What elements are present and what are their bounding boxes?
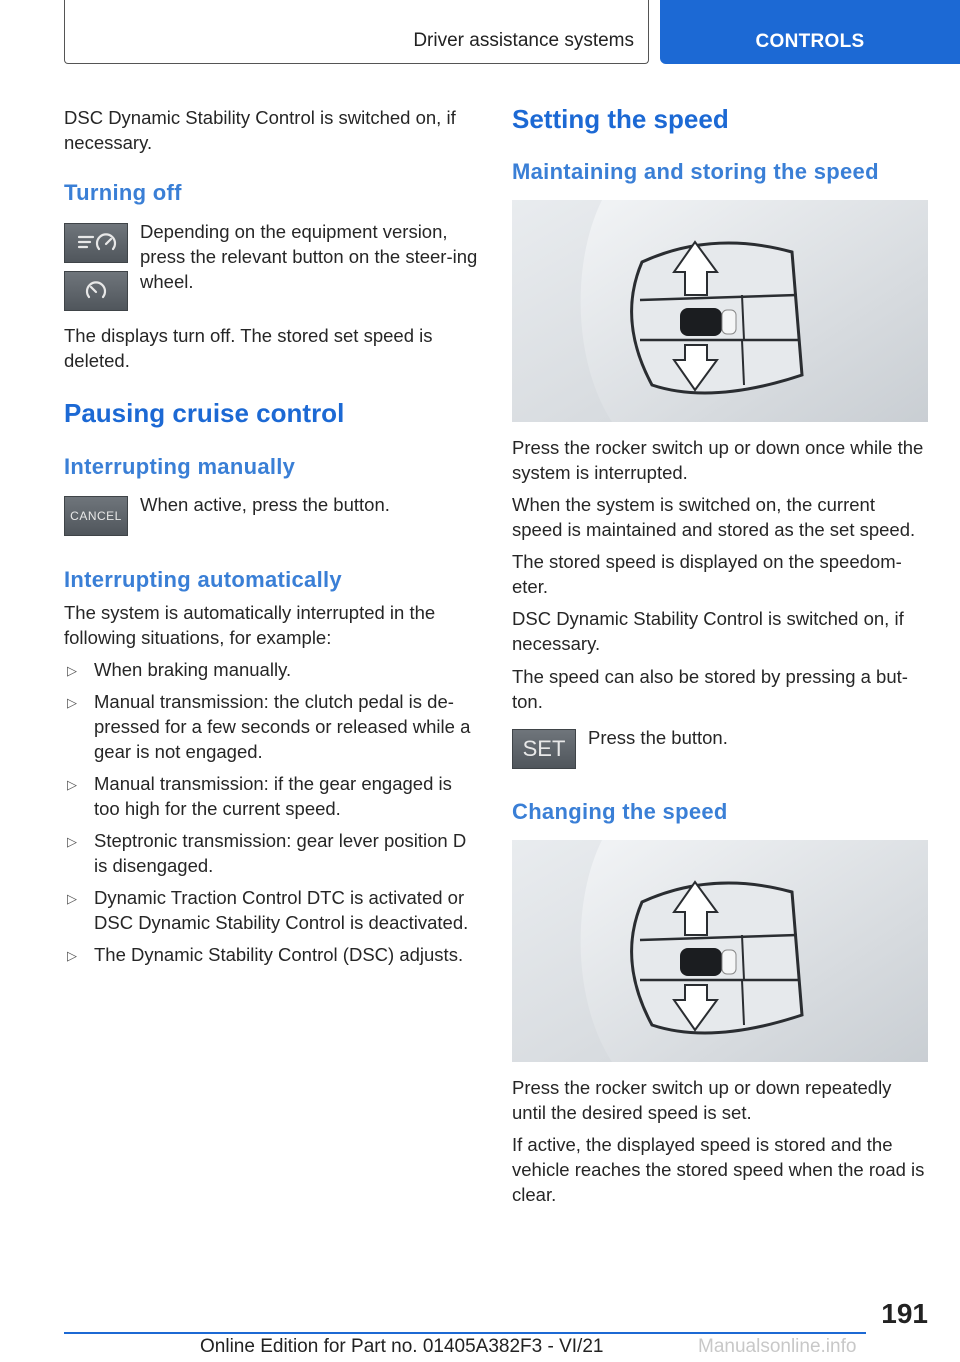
cruise-control-button: [64, 223, 128, 263]
list-item: ▷ Steptronic transmission: gear lever position D is disengaged.: [67, 830, 467, 876]
steering-wheel-rocker-switch: [512, 200, 928, 422]
triangle-right-icon: ▷: [67, 695, 77, 710]
footer-watermark: Manualsonline.info: [698, 1336, 857, 1357]
header-section-title: Driver assistance systems: [413, 30, 634, 51]
steering-wheel-rocker-switch: [512, 840, 928, 1062]
triangle-right-icon: ▷: [67, 948, 77, 963]
footer-edition: Online Edition for Part no. 01405A382F3 - VI/21: [200, 1336, 604, 1357]
interrupting-automatically-intro: The system is automatically interrupted in the following situations, for example:: [64, 602, 436, 648]
turning-off-text: Depending on the equipment version, press the relevant button on the steer-ing wheel.: [140, 221, 478, 292]
cancel-button: [64, 496, 128, 536]
list-item: ▷ When braking manually.: [64, 657, 480, 682]
interruption-list: [64, 657, 480, 974]
changing-p2: If active, the displayed speed is stored and the vehicle reaches the stored speed when the road is clear.: [512, 1134, 925, 1205]
changing-speed-heading: Changing the speed: [512, 799, 728, 824]
speed-limiter-button: [64, 271, 128, 311]
interrupting-manually-heading: Interrupting manually: [64, 454, 296, 479]
changing-p1: Press the rocker switch up or down repeatedly until the desired speed is set.: [512, 1077, 892, 1123]
header-chapter-label: CONTROLS: [755, 31, 865, 52]
interrupting-automatically-heading: Interrupting automatically: [64, 567, 342, 592]
triangle-right-icon: ▷: [67, 834, 77, 849]
set-text: Press the button.: [588, 727, 728, 748]
steering-wheel-photo: [512, 200, 928, 422]
cruise-control-icon: [73, 229, 119, 257]
list-item: ▷ Manual transmission: if the gear engaged is too high for the current speed.: [67, 773, 452, 819]
maintain-p2: When the system is switched on, the current speed is maintained and stored as the set speed.: [512, 494, 916, 540]
maintain-p3: The stored speed is displayed on the speedom-eter.: [512, 551, 902, 597]
set-button: [512, 729, 576, 769]
interrupting-manually-text: When active, press the button.: [140, 494, 390, 515]
turning-off-after: The displays turn off. The stored set speed is deleted.: [64, 325, 433, 371]
maintain-p4: DSC Dynamic Stability Control is switched on, if necessary.: [512, 608, 904, 654]
maintain-p1: Press the rocker switch up or down once while the system is interrupted.: [512, 437, 924, 483]
intro-paragraph: DSC Dynamic Stability Control is switched on, if necessary.: [64, 107, 456, 153]
page-number: 191: [881, 1298, 928, 1329]
list-item: ▷ Manual transmission: the clutch pedal is de-pressed for a few seconds or released while a gear is not engaged.: [67, 691, 471, 762]
steering-wheel-photo-2: [512, 840, 928, 1062]
cancel-button-label: CANCEL: [70, 509, 122, 523]
triangle-right-icon: ▷: [67, 663, 77, 678]
header-chapter-tab[interactable]: [660, 0, 960, 64]
triangle-right-icon: ▷: [67, 777, 77, 792]
setting-speed-heading: Setting the speed: [512, 104, 729, 134]
header-section-box: [64, 0, 649, 64]
set-button-label: SET: [522, 736, 566, 761]
turning-off-heading: Turning off: [64, 180, 182, 205]
maintain-p5: The speed can also be stored by pressing a but-ton.: [512, 666, 908, 712]
list-item: ▷ Dynamic Traction Control DTC is activated or DSC Dynamic Stability Control is deactivated.: [67, 887, 469, 933]
list-item: ▷ The Dynamic Stability Control (DSC) adjusts.: [64, 942, 480, 967]
triangle-right-icon: ▷: [67, 891, 77, 906]
pausing-heading: Pausing cruise control: [64, 398, 345, 428]
maintaining-speed-heading: Maintaining and storing the speed: [512, 159, 879, 184]
footer-divider: [64, 1332, 866, 1334]
speed-limiter-icon: [81, 277, 111, 305]
